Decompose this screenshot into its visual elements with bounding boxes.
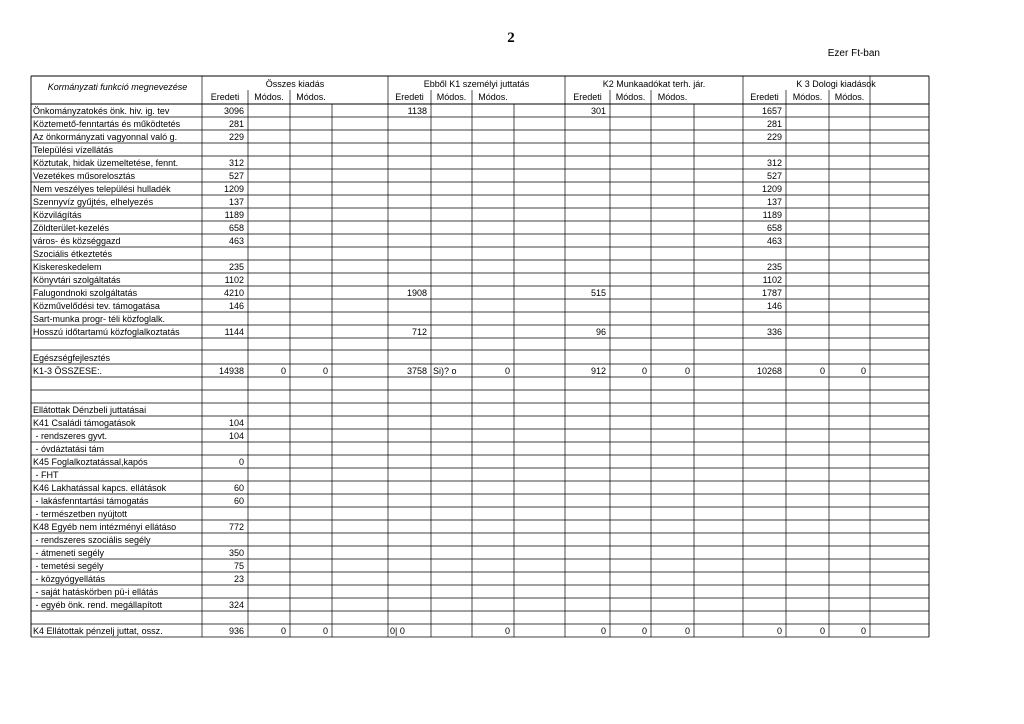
header-row-label: Kormányzati funkció megnevezése: [47, 82, 188, 92]
row-label: - rendszeres szociális segély: [33, 535, 151, 545]
header-group-1: Összes kiadás: [265, 79, 325, 89]
row-label: Kiskereskedelem: [33, 262, 102, 272]
table-cell: 0: [280, 626, 286, 636]
table-cell: 235: [766, 262, 782, 272]
table-cell: 0: [860, 366, 866, 376]
row-label: K48 Egyéb nem intézményi ellátáso: [33, 522, 177, 532]
table-cell: 336: [766, 327, 782, 337]
table-cell: 463: [228, 236, 244, 246]
page-number: 2: [507, 30, 515, 46]
row-label: Szennyvíz gyűjtés, elhelyezés: [33, 197, 154, 207]
table-cell: 1209: [761, 184, 782, 194]
header-sub-modos: Módos.: [296, 92, 326, 102]
table-cell: 137: [766, 197, 782, 207]
table-cell: 1787: [761, 288, 782, 298]
table-cell: 281: [228, 119, 244, 129]
table-cell: 0: [641, 626, 647, 636]
row-label: Közvilágítás: [33, 210, 82, 220]
table-cell: 527: [228, 171, 244, 181]
table-cell: 0: [860, 626, 866, 636]
table-cell: 14938: [218, 366, 244, 376]
row-label: Közművelődési tev. támogatása: [33, 301, 160, 311]
header-sub-eredeti: Eredeti: [395, 92, 424, 102]
table-cell: 4210: [223, 288, 244, 298]
row-label: Az önkormányzati vagyonnal való g.: [33, 132, 178, 142]
row-label: Sart-munka progr- téli közfoglalk.: [33, 314, 166, 324]
table-cell: 229: [228, 132, 244, 142]
table-cell: 281: [766, 119, 782, 129]
row-label: - FHT: [33, 470, 59, 480]
table-cell: 658: [766, 223, 782, 233]
table-cell: 350: [228, 548, 244, 558]
table-cell: Si)? o: [433, 366, 457, 376]
table-cell: 0: [280, 366, 286, 376]
table-cell: 1102: [762, 275, 782, 285]
table-cell: 0: [819, 366, 825, 376]
table-cell: 0: [776, 626, 782, 636]
header-sub-modos: Módos.: [436, 92, 467, 102]
header-group-4: K 3 Dologi kiadások: [796, 79, 876, 89]
row-label: K4 Ellátottak pénzelj juttat, ossz.: [33, 626, 163, 636]
header-sub-eredeti: Eredeti: [573, 92, 602, 102]
row-label: - temetési segély: [33, 561, 104, 571]
header-group-3: K2 Munkaadókat terh. jár.: [602, 79, 706, 89]
table-cell: 3758: [406, 366, 427, 376]
table-cell: 324: [228, 600, 244, 610]
table-cell: 1209: [223, 184, 244, 194]
table-cell: 1657: [761, 106, 782, 116]
table-cell: 3096: [223, 106, 244, 116]
row-label: Köztutak, hidak üzemeltetése, fennt.: [33, 158, 179, 168]
table-cell: 1189: [224, 210, 244, 220]
table-cell: 312: [766, 158, 782, 168]
header-group-2: Ebből K1 személyi juttatás: [423, 79, 530, 89]
table-cell: 1138: [407, 106, 427, 116]
table-cell: 96: [595, 327, 606, 337]
table-cell: 0: [322, 366, 328, 376]
header-sub-eredeti: Eredeti: [750, 92, 779, 102]
table-cell: 60: [233, 483, 244, 493]
row-label: Köztemető-fenntartás és működtetés: [33, 119, 181, 129]
row-label: - természetben nyújtott: [33, 509, 128, 519]
header-sub-modos: Módos.: [657, 92, 688, 102]
table-cell: 772: [228, 522, 244, 532]
table-cell: 301: [590, 106, 606, 116]
header-sub-modos: Módos.: [478, 92, 508, 102]
row-label: Falugondnoki szolgáltatás: [33, 288, 138, 298]
row-label: - átmeneti segély: [33, 548, 105, 558]
row-label: Hosszú időtartamú közfoglalkoztatás: [33, 327, 180, 337]
row-label: Könyvtári szolgáltatás: [33, 275, 121, 285]
table-cell: 104: [228, 418, 244, 428]
table-cell: 1908: [406, 288, 427, 298]
table-cell: 137: [228, 197, 244, 207]
table-cell: 0: [684, 626, 690, 636]
table-cell: 229: [766, 132, 782, 142]
table-cell: 146: [228, 301, 244, 311]
table-cell: 0: [322, 626, 328, 636]
row-label: - saját hatáskörben pü-i ellátás: [33, 587, 159, 597]
header-sub-modos: Módos.: [792, 92, 823, 102]
table-cell: 1102: [224, 275, 244, 285]
header-sub-modos: Módos.: [615, 92, 646, 102]
table-cell: 515: [590, 288, 606, 298]
table-cell: 10268: [756, 366, 782, 376]
table-cell: 0: [238, 457, 244, 467]
table-cell: 527: [766, 171, 782, 181]
table-cell: 1189: [762, 210, 782, 220]
row-label: - rendszeres gyvt.: [33, 431, 108, 441]
table-cell: 463: [766, 236, 782, 246]
table-cell: 912: [590, 366, 606, 376]
table-cell: 0: [504, 626, 510, 636]
table-cell: 0: [819, 626, 825, 636]
row-label: K1-3 ÖSSZESE:.: [33, 366, 103, 376]
header-sub-modos: Módos.: [834, 92, 865, 102]
table-cell: 1144: [224, 327, 244, 337]
row-label: Egészségfejlesztés: [33, 352, 111, 363]
table-cell: 712: [411, 327, 427, 337]
row-label: - lakásfenntartási támogatás: [33, 496, 149, 506]
table-cell: 0: [641, 366, 647, 376]
table-cell: 936: [228, 626, 244, 636]
unit-label: Ezer Ft-ban: [827, 48, 880, 59]
header-sub-eredeti: Eredeti: [210, 92, 240, 102]
table-cell: 0: [504, 366, 510, 376]
row-label: Nem veszélyes települési hulladék: [33, 184, 171, 194]
row-label: város- és községgazd: [33, 236, 121, 246]
table-cell: 0: [600, 626, 606, 636]
row-label: K46 Lakhatással kapcs. ellátások: [33, 483, 167, 493]
row-label: Zöldterület-kezelés: [33, 223, 110, 233]
row-label: - közgyógyellátás: [33, 574, 106, 584]
table-cell: 0: [684, 366, 690, 376]
table-cell: 104: [228, 431, 244, 441]
table-cell: 146: [766, 301, 782, 311]
table-cell: 60: [233, 496, 244, 506]
row-label: Települési vízellátás: [33, 145, 114, 155]
row-label: Ellátottak Dénzbeli juttatásai: [33, 405, 147, 415]
table-cell: 658: [228, 223, 244, 233]
table-cell: 235: [228, 262, 244, 272]
row-label: - óvdáztatási tám: [33, 444, 105, 454]
header-sub-modos: Módos.: [254, 92, 284, 102]
row-label: - egyéb önk. rend. megállapított: [33, 600, 163, 610]
table-cell: 312: [228, 158, 244, 168]
row-label: K41 Családi támogatások: [33, 418, 136, 428]
table-cell: 0| 0: [390, 626, 405, 636]
table-cell: 75: [233, 561, 244, 571]
row-label: Vezetékes műsorelosztás: [33, 171, 136, 181]
row-label: Önkományzatokés önk. hiv. ig. tev: [33, 106, 170, 116]
table-cell: 23: [233, 574, 244, 584]
row-label: Szociális étkeztetés: [33, 249, 113, 259]
row-label: K45 Foglalkoztatással,kapós: [33, 457, 148, 467]
